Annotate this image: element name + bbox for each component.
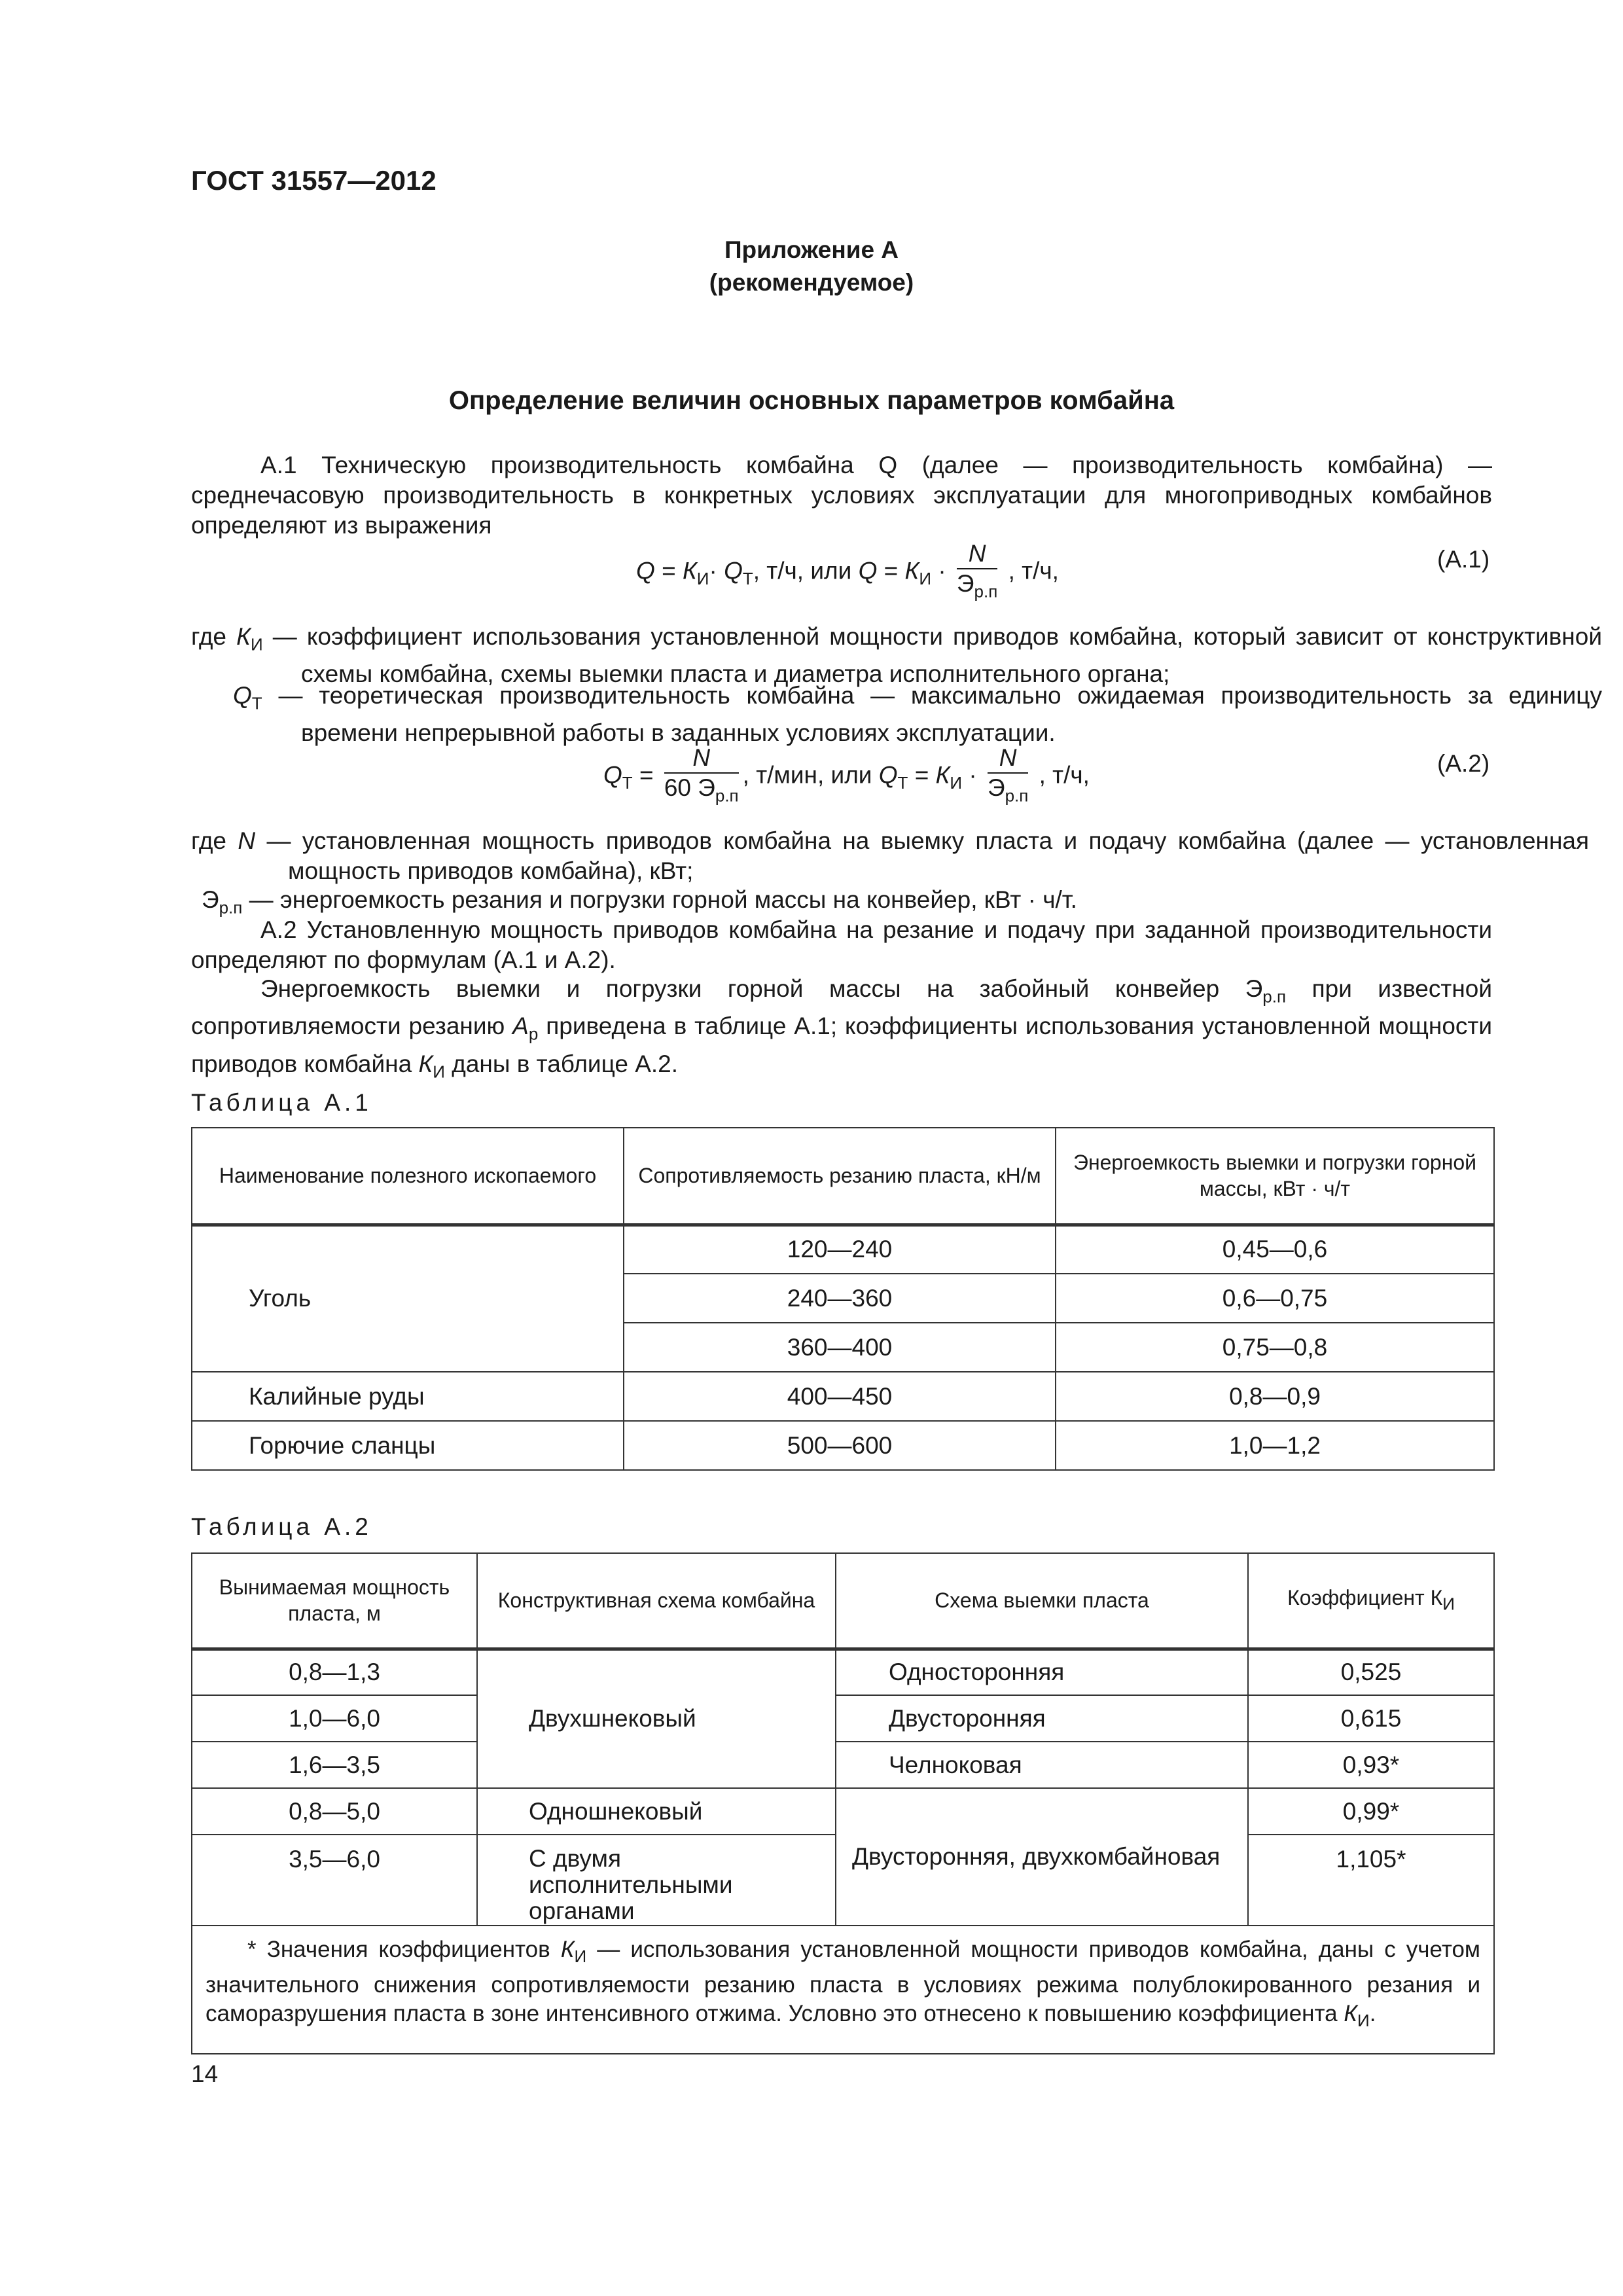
table-row [192,1926,1494,2054]
formula-a2-label: (А.2) [1437,750,1490,777]
table2-cell: С двумя исполнительными органами [477,1835,836,1926]
formula-a1-label: (А.1) [1437,546,1490,573]
table2-cell: 0,525 [1248,1649,1494,1695]
definition-qt: $Q_Т$ — теоретическая производительность комбайна — максимально ожидаемая производительность за единицу времени непрерывной работы в заданных условиях эксплуатации. [233,682,1602,747]
formula-a2: $Q_Т$ = $\frac{N}{60 Э_{р.п}}$ , т/мин, или $Q_Т = К_И$ · $\frac{N}{Э_{р.п}}$ , т/ч, [603,744,1090,810]
table1-header: Сопротивляемость резанию пласта, кН/м [624,1128,1056,1225]
table2-cell: 0,8—1,3 [192,1649,477,1695]
paragraph-a2: А.2 Установленную мощность приводов комбайна на резание и подачу при заданной производительности определяют по формулам (А.1 и А.2). [191,916,1492,973]
table-row [192,1742,1494,1788]
appendix-title: Приложение А [724,236,899,263]
table2-header: Вынимаемая мощность пласта, м [192,1553,477,1649]
table-row [192,1649,1494,1695]
table2-cell: Односторонняя [836,1649,1248,1695]
table1-cell: Горючие сланцы [192,1421,624,1470]
table1-cell: 120—240 [624,1225,1056,1274]
page-number: 14 [191,2060,219,2087]
table1-cell: 0,45—0,6 [1056,1225,1494,1274]
table1-cell: 400—450 [624,1372,1056,1421]
standard-header: ГОСТ 31557—2012 [191,165,437,196]
paragraph-energy: Энергоемкость выемки и погрузки горной массы на забойный конвейер $Э_{р.п}$ при известной сопротивляемости резанию $А_р$ приведена в таблице А.1; коэффициенты использования установленной мощности приводов комбайна $К_И$ даны в таблице А.2. [191,975,1493,1082]
table2-header: Коэффициент $К_И$ [1248,1553,1494,1649]
table-row [192,1788,1494,1835]
table2-cell: Двусторонняя [836,1695,1248,1742]
table2-cell: Одношнековый [477,1788,836,1835]
table-row [192,1421,1494,1470]
table2-cell: 1,6—3,5 [192,1742,477,1788]
fraction: $\frac{N}{Э_{р.п}}$ [956,540,998,601]
table2-cell: Челноковая [836,1742,1248,1788]
table1-label: Таблица А.1 [191,1089,372,1116]
table2-cell: 0,8—5,0 [192,1788,477,1835]
table2-cell: 1,0—6,0 [192,1695,477,1742]
definition-n: где N — установленная мощность приводов комбайна на выемку пласта и подачу комбайна (далее — установленная мощность приводов комбайна), кВт; [191,827,1590,884]
table2-label: Таблица А.2 [191,1513,372,1540]
table2-header: Схема выемки пласта [836,1553,1248,1649]
table1-cell: 240—360 [624,1274,1056,1323]
table-a2 [191,1552,1495,2054]
table-row [192,1225,1494,1274]
appendix-kind: (рекомендуемое) [709,269,914,296]
section-title: Определение величин основных параметров комбайна [448,386,1175,415]
table2-cell: 0,99* [1248,1788,1494,1835]
table1-header: Наименование полезного ископаемого [192,1128,624,1225]
table1-cell: 500—600 [624,1421,1056,1470]
table1-cell: Калийные руды [192,1372,624,1421]
table2-cell: 0,615 [1248,1695,1494,1742]
table1-cell: 1,0—1,2 [1056,1421,1494,1470]
table2-cell: 3,5—6,0 [192,1835,477,1926]
table-row [192,1372,1494,1421]
table2-footnote: * Значения коэффициентов $К_И$ — использования установленной мощности приводов комбайна, даны с учетом значительного снижения сопротивляемости резанию пласта в условиях режима полублокированного резания и саморазрушения пласта в зоне интенсивного отжима. Условно это отнесено к повышению коэффициента $К_И$. [192,1926,1494,2054]
table1-header: Энергоемкость выемки и погрузки горной массы, кВт · ч/т [1056,1128,1494,1225]
definition-e: $Э_{р.п}$ — энергоемкость резания и погрузки горной массы на конвейер, кВт · ч/т. [202,886,1077,918]
table-row [192,1695,1494,1742]
table-a1 [191,1127,1495,1471]
table1-cell: 0,75—0,8 [1056,1323,1494,1372]
paragraph-a1: А.1 Техническую производительность комбайна Q (далее — производительность комбайна) — среднечасовую производительность в конкретных условиях эксплуатации для многоприводных комбайнов определяют из выражения [191,452,1492,539]
table1-cell: 0,8—0,9 [1056,1372,1494,1421]
table1-cell: 360—400 [624,1323,1056,1372]
table2-cell: 0,93* [1248,1742,1494,1788]
table2-cell: Двусторонняя, двухкомбайновая [836,1788,1248,1926]
table2-cell: Двухшнековый [477,1649,836,1788]
fraction: $\frac{N}{60 Э_{р.п}}$ [664,744,739,806]
table2-header: Конструктивная схема комбайна [477,1553,836,1649]
fraction: $\frac{N}{Э_{р.п}}$ [987,744,1029,806]
formula-a1: $Q = К_И\cdot Q_Т$, т/ч, или $Q = К_И$ · $\frac{N}{Э_{р.п}}$ , т/ч, [636,539,1059,605]
table1-cell: Уголь [192,1225,624,1372]
definition-ki: где $К_И$ — коэффициент использования установленной мощности приводов комбайна, который зависит от конструктивной схемы комбайна, схемы выемки пласта и диаметра исполнительного органа; [191,623,1602,688]
table2-cell: 1,105* [1248,1835,1494,1926]
table1-cell: 0,6—0,75 [1056,1274,1494,1323]
